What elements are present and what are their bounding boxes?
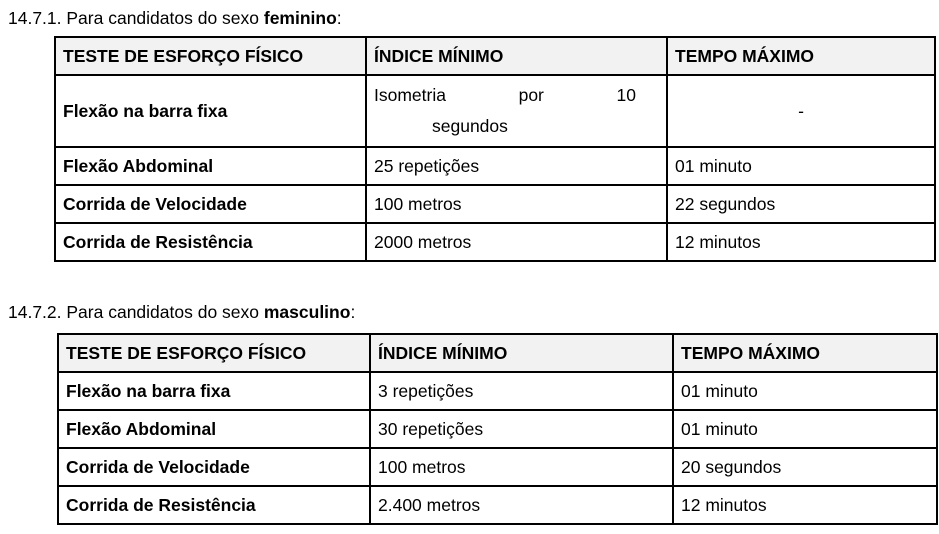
table-header-row: [58, 334, 937, 372]
test-name: Flexão na barra fixa: [58, 372, 370, 410]
column-header-max-time: TEMPO MÁXIMO: [673, 334, 937, 372]
test-name: Corrida de Velocidade: [55, 185, 366, 223]
female-section-heading: [8, 8, 342, 28]
min-index-word: por: [518, 85, 544, 105]
max-time: 01 minuto: [673, 410, 937, 448]
table-row: [58, 486, 937, 524]
max-time: 01 minuto: [667, 147, 935, 185]
column-header-max-time: TEMPO MÁXIMO: [667, 37, 935, 75]
min-index: 2000 metros: [366, 223, 667, 261]
min-index: 2.400 metros: [370, 486, 673, 524]
test-name: Flexão Abdominal: [58, 410, 370, 448]
column-header-min-index: ÍNDICE MÍNIMO: [366, 37, 667, 75]
table-row: [55, 147, 935, 185]
table-row: [55, 75, 935, 147]
test-name: Corrida de Resistência: [55, 223, 366, 261]
test-name: Flexão na barra fixa: [55, 75, 366, 147]
heading-text: 14.7.1. Para candidatos do sexo: [8, 8, 264, 28]
male-section-heading: [8, 302, 355, 322]
table-row: [58, 372, 937, 410]
min-index: 100 metros: [370, 448, 673, 486]
heading-suffix: :: [350, 302, 356, 322]
min-index: 30 repetições: [370, 410, 673, 448]
table-row: [58, 448, 937, 486]
max-time: 22 segundos: [667, 185, 935, 223]
column-header-min-index: ÍNDICE MÍNIMO: [370, 334, 673, 372]
min-index: 3 repetições: [370, 372, 673, 410]
max-time: 12 minutos: [667, 223, 935, 261]
max-time: -: [667, 75, 935, 147]
table-row: [55, 223, 935, 261]
test-name: Corrida de Resistência: [58, 486, 370, 524]
heading-text: 14.7.2. Para candidatos do sexo: [8, 302, 264, 322]
min-index-word: 10: [616, 85, 636, 105]
min-index: 100 metros: [366, 185, 667, 223]
max-time: 12 minutos: [673, 486, 937, 524]
max-time: 01 minuto: [673, 372, 937, 410]
female-requirements-table: [54, 36, 936, 262]
table-row: [55, 185, 935, 223]
heading-bold-text: masculino: [263, 302, 351, 322]
heading-bold-text: feminino: [263, 8, 337, 28]
min-index: 25 repetições: [366, 147, 667, 185]
column-header-test: TESTE DE ESFORÇO FÍSICO: [55, 37, 366, 75]
test-name: Flexão Abdominal: [55, 147, 366, 185]
male-requirements-table: [57, 333, 938, 525]
min-index: [366, 75, 667, 147]
min-index-word: Isometria: [374, 85, 446, 105]
table-header-row: [55, 37, 935, 75]
test-name: Corrida de Velocidade: [58, 448, 370, 486]
max-time: 20 segundos: [673, 448, 937, 486]
column-header-test: TESTE DE ESFORÇO FÍSICO: [58, 334, 370, 372]
heading-suffix: :: [336, 8, 342, 28]
min-index-line2: segundos: [432, 116, 508, 136]
table-row: [58, 410, 937, 448]
